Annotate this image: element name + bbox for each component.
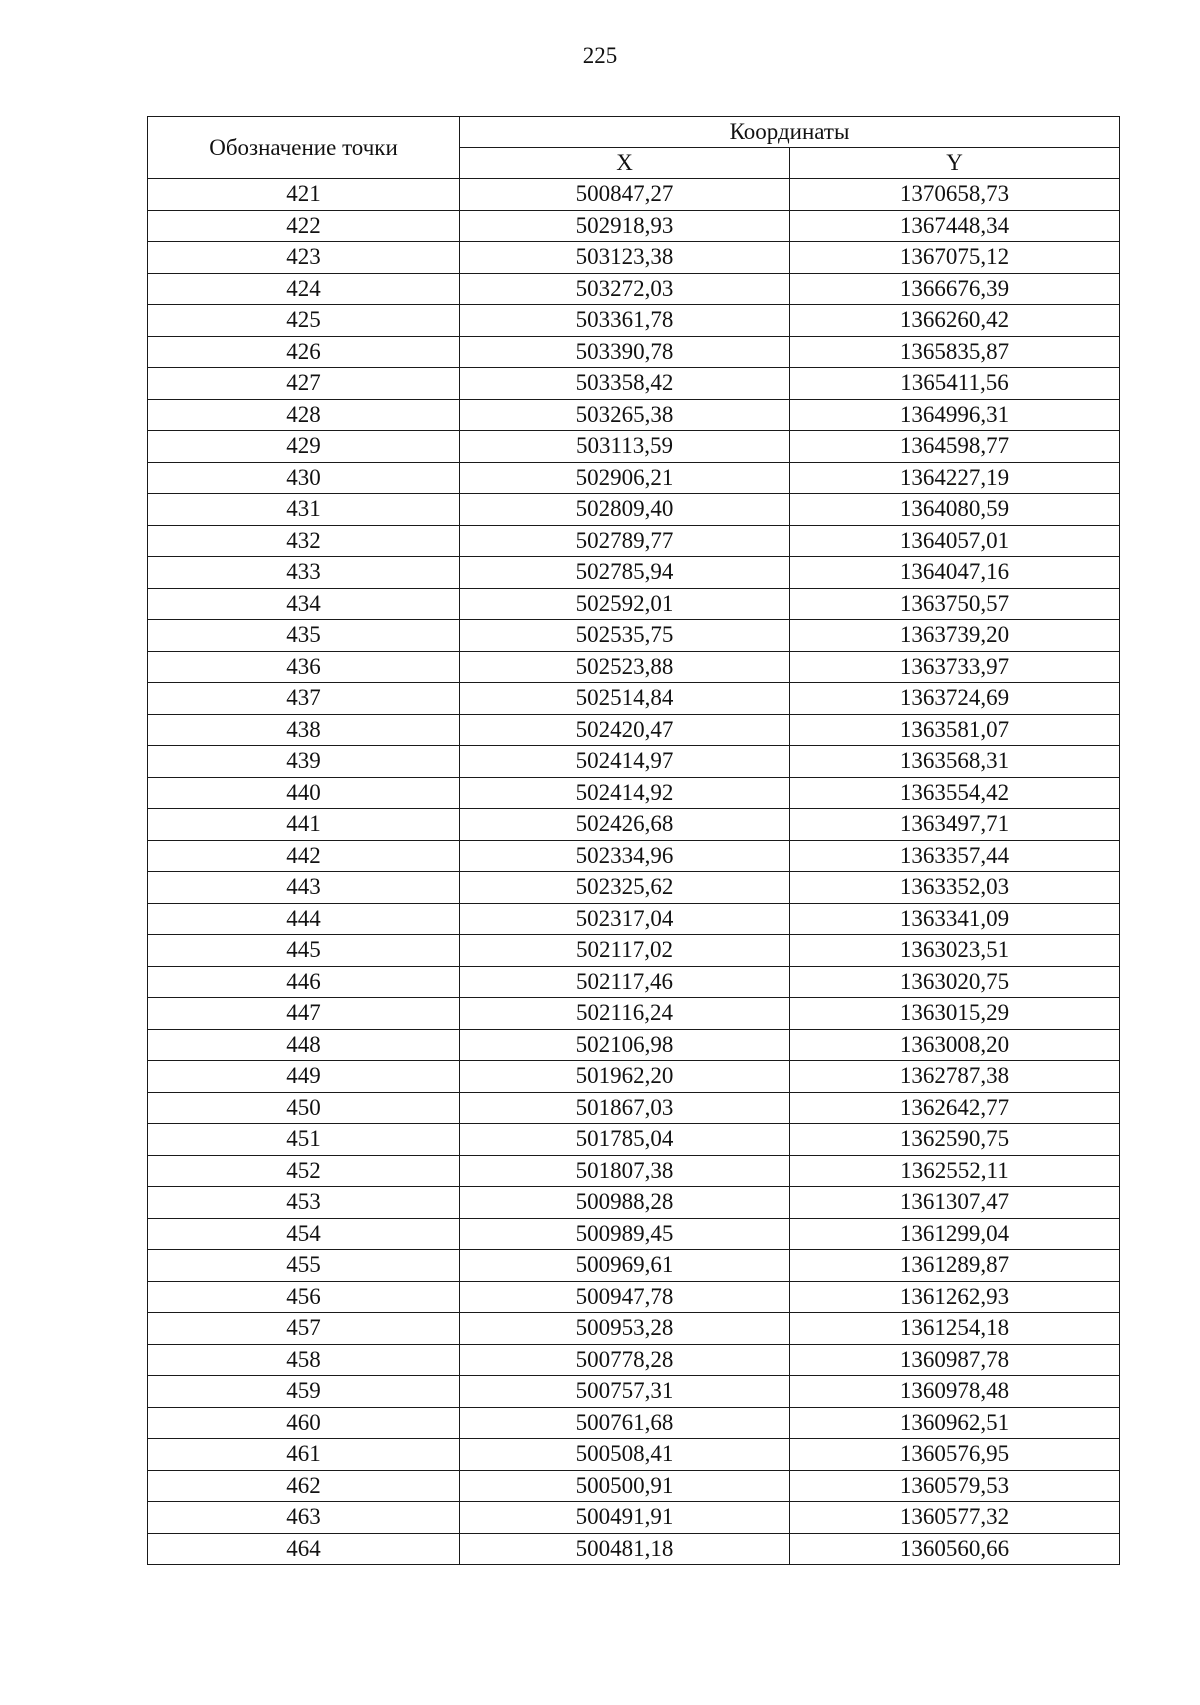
cell-point: 423 — [148, 242, 460, 274]
table-row — [148, 1502, 1120, 1534]
table-row — [148, 1407, 1120, 1439]
cell-x: 500847,27 — [460, 179, 790, 211]
cell-x: 500757,31 — [460, 1376, 790, 1408]
cell-y: 1363568,31 — [790, 746, 1120, 778]
page-number: 225 — [582, 43, 618, 68]
cell-x: 500491,91 — [460, 1502, 790, 1534]
cell-point: 431 — [148, 494, 460, 526]
table-row — [148, 305, 1120, 337]
cell-point: 444 — [148, 903, 460, 935]
cell-point: 430 — [148, 462, 460, 494]
cell-x: 500778,28 — [460, 1344, 790, 1376]
cell-point: 445 — [148, 935, 460, 967]
table-row — [148, 1061, 1120, 1093]
cell-x: 502426,68 — [460, 809, 790, 841]
cell-x: 502317,04 — [460, 903, 790, 935]
table-row — [148, 525, 1120, 557]
table-row — [148, 872, 1120, 904]
cell-point: 453 — [148, 1187, 460, 1219]
cell-x: 500508,41 — [460, 1439, 790, 1471]
cell-x: 500947,78 — [460, 1281, 790, 1313]
table-row — [148, 903, 1120, 935]
cell-y: 1367448,34 — [790, 210, 1120, 242]
table-row — [148, 1187, 1120, 1219]
cell-point: 428 — [148, 399, 460, 431]
cell-y: 1362787,38 — [790, 1061, 1120, 1093]
cell-point: 437 — [148, 683, 460, 715]
table-row — [148, 1124, 1120, 1156]
cell-x: 503358,42 — [460, 368, 790, 400]
table-row — [148, 777, 1120, 809]
cell-x: 500989,45 — [460, 1218, 790, 1250]
cell-point: 448 — [148, 1029, 460, 1061]
cell-point: 435 — [148, 620, 460, 652]
cell-point: 449 — [148, 1061, 460, 1093]
cell-y: 1360579,53 — [790, 1470, 1120, 1502]
cell-y: 1363357,44 — [790, 840, 1120, 872]
table-row — [148, 1092, 1120, 1124]
table-row — [148, 1470, 1120, 1502]
cell-y: 1361254,18 — [790, 1313, 1120, 1345]
cell-point: 455 — [148, 1250, 460, 1282]
cell-x: 502117,46 — [460, 966, 790, 998]
cell-y: 1365835,87 — [790, 336, 1120, 368]
cell-point: 447 — [148, 998, 460, 1030]
table-row — [148, 399, 1120, 431]
cell-y: 1360987,78 — [790, 1344, 1120, 1376]
table-row — [148, 966, 1120, 998]
cell-y: 1360962,51 — [790, 1407, 1120, 1439]
cell-point: 454 — [148, 1218, 460, 1250]
cell-y: 1364598,77 — [790, 431, 1120, 463]
cell-x: 502117,02 — [460, 935, 790, 967]
table-row — [148, 1376, 1120, 1408]
cell-point: 429 — [148, 431, 460, 463]
cell-y: 1364047,16 — [790, 557, 1120, 589]
cell-y: 1363739,20 — [790, 620, 1120, 652]
cell-point: 438 — [148, 714, 460, 746]
cell-y: 1366260,42 — [790, 305, 1120, 337]
cell-x: 500761,68 — [460, 1407, 790, 1439]
cell-y: 1363554,42 — [790, 777, 1120, 809]
cell-x: 501962,20 — [460, 1061, 790, 1093]
table-row — [148, 242, 1120, 274]
table-row — [148, 179, 1120, 211]
cell-x: 501867,03 — [460, 1092, 790, 1124]
table-row — [148, 746, 1120, 778]
cell-y: 1362590,75 — [790, 1124, 1120, 1156]
table-row — [148, 462, 1120, 494]
cell-point: 425 — [148, 305, 460, 337]
cell-y: 1362642,77 — [790, 1092, 1120, 1124]
cell-x: 500969,61 — [460, 1250, 790, 1282]
cell-y: 1362552,11 — [790, 1155, 1120, 1187]
cell-y: 1364080,59 — [790, 494, 1120, 526]
header-point-designation: Обозначение точки — [148, 117, 460, 179]
cell-point: 457 — [148, 1313, 460, 1345]
cell-y: 1363020,75 — [790, 966, 1120, 998]
table-row — [148, 1281, 1120, 1313]
cell-y: 1363733,97 — [790, 651, 1120, 683]
cell-y: 1360576,95 — [790, 1439, 1120, 1471]
cell-x: 503272,03 — [460, 273, 790, 305]
cell-y: 1364057,01 — [790, 525, 1120, 557]
cell-x: 502514,84 — [460, 683, 790, 715]
cell-point: 452 — [148, 1155, 460, 1187]
cell-point: 440 — [148, 777, 460, 809]
cell-x: 502809,40 — [460, 494, 790, 526]
cell-y: 1361307,47 — [790, 1187, 1120, 1219]
cell-x: 500953,28 — [460, 1313, 790, 1345]
cell-x: 503113,59 — [460, 431, 790, 463]
cell-point: 451 — [148, 1124, 460, 1156]
header-coordinates: Координаты — [460, 117, 1120, 148]
cell-x: 502420,47 — [460, 714, 790, 746]
cell-point: 460 — [148, 1407, 460, 1439]
cell-point: 456 — [148, 1281, 460, 1313]
cell-point: 434 — [148, 588, 460, 620]
cell-point: 442 — [148, 840, 460, 872]
cell-y: 1364996,31 — [790, 399, 1120, 431]
cell-point: 441 — [148, 809, 460, 841]
cell-x: 502592,01 — [460, 588, 790, 620]
cell-x: 500500,91 — [460, 1470, 790, 1502]
cell-x: 502414,97 — [460, 746, 790, 778]
table-row — [148, 809, 1120, 841]
cell-point: 446 — [148, 966, 460, 998]
cell-x: 502785,94 — [460, 557, 790, 589]
table-row — [148, 431, 1120, 463]
cell-x: 502106,98 — [460, 1029, 790, 1061]
cell-x: 502414,92 — [460, 777, 790, 809]
table-header — [148, 117, 1120, 179]
cell-y: 1360978,48 — [790, 1376, 1120, 1408]
table-row — [148, 1218, 1120, 1250]
cell-point: 427 — [148, 368, 460, 400]
cell-y: 1365411,56 — [790, 368, 1120, 400]
cell-point: 436 — [148, 651, 460, 683]
cell-x: 502116,24 — [460, 998, 790, 1030]
header-y: Y — [790, 148, 1120, 179]
table-row — [148, 714, 1120, 746]
table-row — [148, 1250, 1120, 1282]
cell-point: 439 — [148, 746, 460, 778]
cell-y: 1361262,93 — [790, 1281, 1120, 1313]
table-row — [148, 368, 1120, 400]
cell-y: 1364227,19 — [790, 462, 1120, 494]
coordinates-table — [147, 116, 1120, 1565]
cell-point: 458 — [148, 1344, 460, 1376]
table-row — [148, 336, 1120, 368]
cell-y: 1363750,57 — [790, 588, 1120, 620]
table-row — [148, 210, 1120, 242]
cell-y: 1360577,32 — [790, 1502, 1120, 1534]
cell-point: 433 — [148, 557, 460, 589]
table-row — [148, 588, 1120, 620]
cell-y: 1363724,69 — [790, 683, 1120, 715]
cell-y: 1363023,51 — [790, 935, 1120, 967]
table-row — [148, 998, 1120, 1030]
cell-point: 459 — [148, 1376, 460, 1408]
table-row — [148, 273, 1120, 305]
header-x: X — [460, 148, 790, 179]
cell-x: 502535,75 — [460, 620, 790, 652]
cell-x: 502906,21 — [460, 462, 790, 494]
table-body — [148, 179, 1120, 1565]
cell-x: 502918,93 — [460, 210, 790, 242]
cell-y: 1363341,09 — [790, 903, 1120, 935]
cell-x: 503361,78 — [460, 305, 790, 337]
cell-point: 443 — [148, 872, 460, 904]
cell-y: 1360560,66 — [790, 1533, 1120, 1565]
table-row — [148, 494, 1120, 526]
cell-x: 501785,04 — [460, 1124, 790, 1156]
cell-y: 1363008,20 — [790, 1029, 1120, 1061]
table-row — [148, 1439, 1120, 1471]
cell-x: 503123,38 — [460, 242, 790, 274]
cell-point: 464 — [148, 1533, 460, 1565]
table-row — [148, 1029, 1120, 1061]
cell-y: 1361289,87 — [790, 1250, 1120, 1282]
cell-point: 424 — [148, 273, 460, 305]
table-row — [148, 651, 1120, 683]
cell-y: 1363497,71 — [790, 809, 1120, 841]
cell-x: 503390,78 — [460, 336, 790, 368]
cell-point: 450 — [148, 1092, 460, 1124]
table-row — [148, 1155, 1120, 1187]
table-row — [148, 840, 1120, 872]
cell-x: 502523,88 — [460, 651, 790, 683]
table-row — [148, 935, 1120, 967]
cell-y: 1363352,03 — [790, 872, 1120, 904]
cell-point: 422 — [148, 210, 460, 242]
table-row — [148, 683, 1120, 715]
cell-y: 1361299,04 — [790, 1218, 1120, 1250]
table-row — [148, 1313, 1120, 1345]
table-row — [148, 1344, 1120, 1376]
cell-point: 461 — [148, 1439, 460, 1471]
cell-x: 502334,96 — [460, 840, 790, 872]
cell-x: 503265,38 — [460, 399, 790, 431]
cell-point: 463 — [148, 1502, 460, 1534]
cell-y: 1363581,07 — [790, 714, 1120, 746]
cell-y: 1363015,29 — [790, 998, 1120, 1030]
cell-y: 1370658,73 — [790, 179, 1120, 211]
cell-y: 1367075,12 — [790, 242, 1120, 274]
cell-x: 500481,18 — [460, 1533, 790, 1565]
cell-point: 421 — [148, 179, 460, 211]
table-row — [148, 1533, 1120, 1565]
cell-point: 426 — [148, 336, 460, 368]
cell-x: 500988,28 — [460, 1187, 790, 1219]
table-row — [148, 620, 1120, 652]
cell-y: 1366676,39 — [790, 273, 1120, 305]
cell-x: 502325,62 — [460, 872, 790, 904]
cell-x: 502789,77 — [460, 525, 790, 557]
table-row — [148, 557, 1120, 589]
cell-point: 432 — [148, 525, 460, 557]
cell-x: 501807,38 — [460, 1155, 790, 1187]
cell-point: 462 — [148, 1470, 460, 1502]
